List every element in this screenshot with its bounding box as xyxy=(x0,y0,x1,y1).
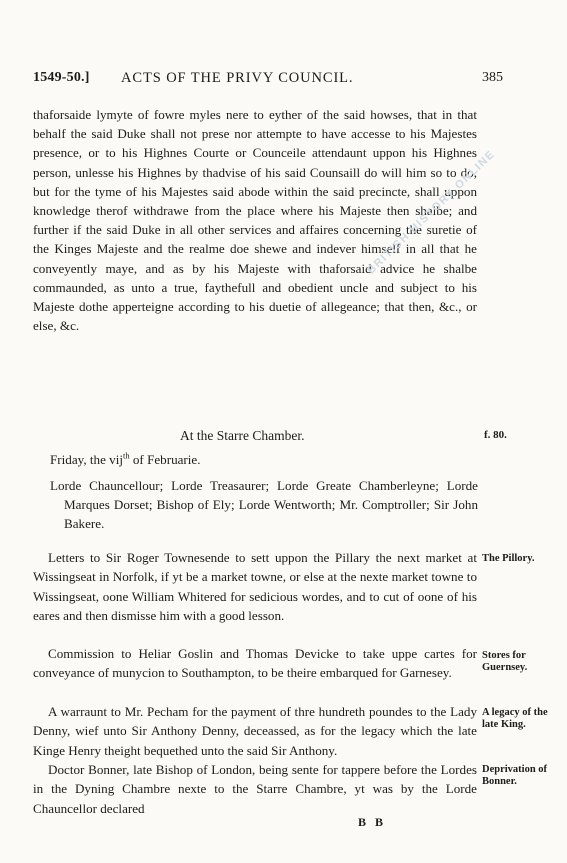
entry-bonner xyxy=(33,760,477,818)
entry-text: Doctor Bonner, late Bishop of London, being sente for tappere before the Lordes in the Dyning Chambre nexte to the Starre Chambre, yt was by the Lorde Chauncellor declared xyxy=(33,762,477,816)
signature-mark: B B xyxy=(358,815,387,829)
entry-legacy xyxy=(33,702,477,760)
entry-text: A warraunt to Mr. Pecham for the payment of thre hundreth poundes to the Lady Denny, wief unto Sir Anthony Denny, deceassed, as for the legacy which the late Kinge Henry theight bequethed unto the said Sir Anthony. xyxy=(33,704,477,758)
margin-note-stores: Stores for Guernsey. xyxy=(482,650,528,673)
entry-text: Letters to Sir Roger Townesende to sett uppon the Pillary the next market at Wissingseat in Norfolk, if yt be a market towne, or else at the nexte market towne to Wissingseat, oone William Whitered for sedicious wordes, and to cut of oone of his eares and then dismisse him with a good lesson. xyxy=(33,550,477,623)
margin-note-pillory: The Pillory. xyxy=(482,553,535,564)
date-prefix: Friday, the vij xyxy=(50,452,123,467)
margin-note-bonner: Deprivation of Bonner. xyxy=(482,764,548,787)
continuation-text: thaforsaide lymyte of fowre myles nere to eyther of the said howses, that in that behalf the said Duke shall not prese nor attempte to have accesse to his Majestes presence, or to his Highnes Courte or Counceile attendaunt uppon his Highnes person, unlesse his Highnes by thadvise of his said Counsaill do will him so to do, but for the tyme of his Majestes said abode within the said precincte, shall uppon knowledge therof withdrawe from the place where his Majeste then shalbe; and further if the said Duke in all other services and affaires concerning the suretie of the Kinges Majeste and the realme doe shewe and indever himself in all that he conveyently maye, and as by his Majeste with thaforsaid advice he shalbe commaunded, as unto a true, faythefull and obedient uncle and subject to his Majeste dothe apperteigne according to his duetie of allegeance; that then, &c., or else, &c. xyxy=(33,107,477,334)
continuation-paragraph xyxy=(33,105,477,335)
date-superscript: th xyxy=(122,450,130,461)
header-title: ACTS OF THE PRIVY COUNCIL. xyxy=(121,70,354,86)
watermark: BRITISH HISTORY ONLINE xyxy=(365,147,498,277)
running-header xyxy=(33,70,503,90)
attendees-text: Lorde Chauncellour; Lorde Treasaurer; Lorde Greate Chamberleyne; Lorde Marques Dorset; Bishop of Ely; Lorde Wentworth; Mr. Comptroller; Sir John Bakere. xyxy=(50,478,478,531)
page-number: 385 xyxy=(482,70,503,85)
margin-note-legacy: A legacy of the late King. xyxy=(482,707,548,730)
header-years: 1549-50.] xyxy=(33,70,90,85)
folio-note: f. 80. xyxy=(484,429,507,441)
entry-stores xyxy=(33,644,477,683)
entry-text: Commission to Heliar Goslin and Thomas Devicke to take uppe cartes for conveyance of munycion to Southampton, to be theire embarqued for Garnesey. xyxy=(33,646,477,681)
session-date xyxy=(50,452,201,468)
entry-pillory xyxy=(33,548,477,625)
session-heading: At the Starre Chamber. xyxy=(180,428,305,443)
attendees-list xyxy=(50,476,478,533)
date-suffix: of Februarie. xyxy=(129,452,201,467)
